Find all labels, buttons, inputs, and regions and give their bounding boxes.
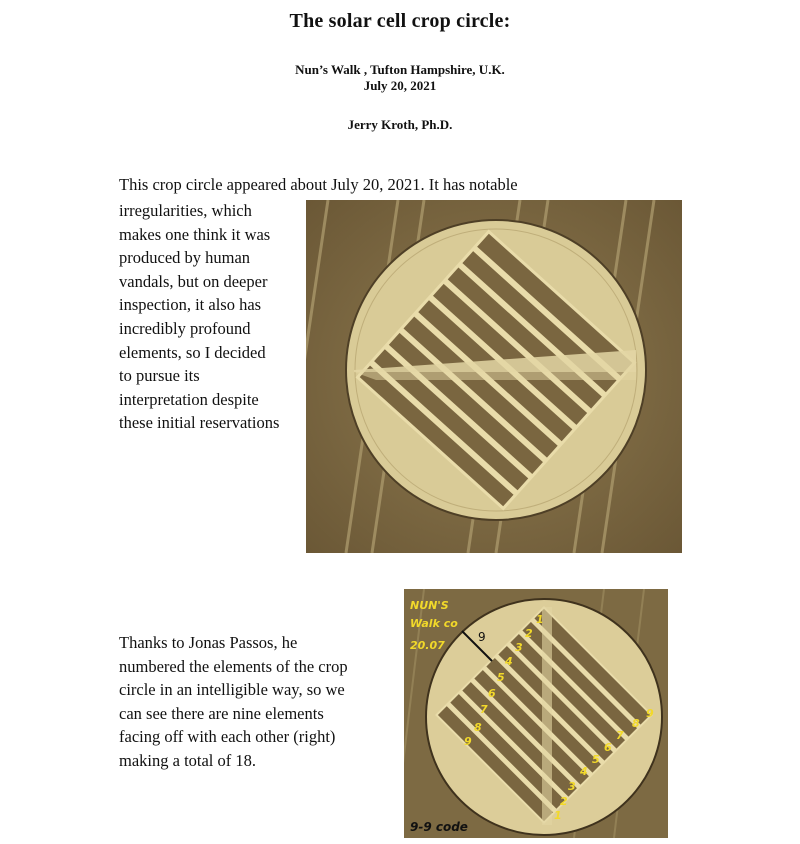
intro-line: produced by human bbox=[119, 248, 251, 268]
left-number-8: 8 bbox=[474, 721, 482, 734]
second-line: facing off with each other (right) bbox=[119, 727, 336, 747]
date-line: July 20, 2021 bbox=[363, 78, 437, 93]
label-date: 20.07 bbox=[410, 639, 445, 652]
left-number-1: 1 bbox=[536, 613, 544, 626]
intro-line: these initial reservations bbox=[119, 413, 280, 433]
second-line: making a total of 18. bbox=[119, 750, 257, 770]
left-number-6: 6 bbox=[488, 687, 496, 700]
footer-code: 9-9 code bbox=[410, 820, 468, 834]
intro-line: to pursue its bbox=[119, 366, 200, 386]
location-line: Nun’s Walk , Tufton Hampshire, U.K. bbox=[295, 62, 505, 77]
intro-line: makes one think it was bbox=[119, 224, 271, 244]
left-number-5: 5 bbox=[497, 671, 505, 684]
second-line: numbered the elements of the crop bbox=[119, 656, 348, 676]
intro-paragraph bbox=[119, 199, 299, 435]
right-number-5: 5 bbox=[592, 753, 600, 766]
label-place: Walk co bbox=[410, 617, 458, 630]
second-line: circle in an intelligible way, so we bbox=[119, 680, 345, 700]
intro-line: incredibly profound bbox=[119, 318, 251, 338]
intro-first-line: This crop circle appeared about July 20, 2021. It has notable bbox=[119, 175, 518, 194]
label-name: NUN'S bbox=[410, 599, 449, 612]
second-line: Thanks to Jonas Passos, he bbox=[119, 633, 298, 652]
right-number-9: 9 bbox=[646, 707, 654, 720]
left-number-9: 9 bbox=[464, 735, 472, 748]
crop-circle-photo bbox=[306, 200, 682, 553]
left-number-4: 4 bbox=[505, 655, 513, 668]
intro-line: elements, so I decided bbox=[119, 342, 266, 362]
second-line: can see there are nine elements bbox=[119, 703, 324, 723]
right-number-7: 7 bbox=[616, 729, 624, 742]
right-number-3: 3 bbox=[568, 780, 576, 793]
right-number-2: 2 bbox=[560, 795, 568, 808]
intro-line: irregularities, which bbox=[119, 201, 252, 220]
right-number-4: 4 bbox=[580, 765, 588, 778]
page-title: The solar cell crop circle: bbox=[289, 10, 511, 32]
intro-line: inspection, it also has bbox=[119, 295, 262, 315]
left-number-2: 2 bbox=[525, 627, 533, 640]
right-number-6: 6 bbox=[604, 741, 612, 754]
left-number-3: 3 bbox=[515, 641, 523, 654]
second-paragraph bbox=[119, 631, 399, 773]
label-nine: 9 bbox=[478, 630, 486, 644]
numbered-crop-circle-photo bbox=[404, 589, 668, 838]
author-line: Jerry Kroth, Ph.D. bbox=[347, 117, 453, 132]
right-number-1: 1 bbox=[554, 809, 562, 822]
intro-line: vandals, but on deeper bbox=[119, 271, 268, 291]
intro-line: interpretation despite bbox=[119, 389, 259, 409]
right-number-8: 8 bbox=[632, 717, 640, 730]
left-number-7: 7 bbox=[480, 703, 488, 716]
